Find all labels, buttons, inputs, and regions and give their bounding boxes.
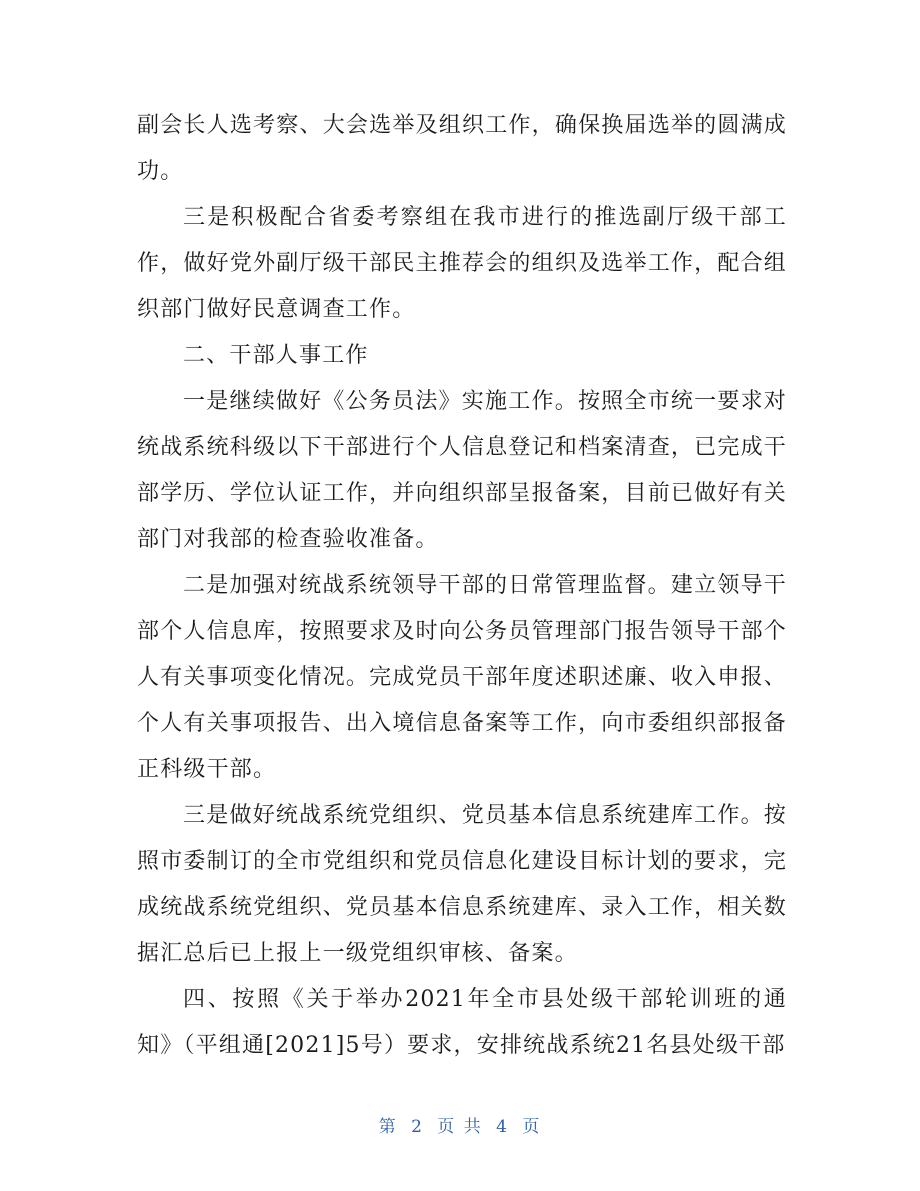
footer-suffix: 页 <box>522 1117 542 1137</box>
footer-total-pages: 4 <box>496 1117 509 1137</box>
footer-middle: 页 共 <box>437 1117 483 1137</box>
paragraph-2: 三是积极配合省委考察组在我市进行的推选副厅级干部工作，做好党外副厅级干部民主推荐会的组织及选举工作，配合组织部门做好民意调查工作。 <box>137 205 787 322</box>
paragraph-5: 二是加强对统战系统领导干部的日常管理监督。建立领导干部个人信息库，按照要求及时向公务员管理部门报告领导干部个人有关事项变化情况。完成党员干部年度述职述廉、收入申报、个人有关事项报告、出入境信息备案等工作，向市委组织部报备正科级干部。 <box>137 573 787 782</box>
section-heading: 二、干部人事工作 <box>183 343 369 368</box>
paragraph-6: 三是做好统战系统党组织、党员基本信息系统建库工作。按照市委制订的全市党组织和党员信息化建设目标计划的要求，完成统战系统党组织、党员基本信息系统建库、录入工作，相关数据汇总后已上报上一级党组织审核、备案。 <box>137 803 787 966</box>
document-body <box>137 103 787 1069</box>
paragraph-7: 四、按照《关于举办2021年全市县处级干部轮训班的通知》（平组通[2021]5号）要求，安排统战系统21名县处级干部 <box>137 987 787 1058</box>
paragraph-1: 副会长人选考察、大会选举及组织工作，确保换届选举的圆满成功。 <box>137 113 787 184</box>
footer-page-number: 2 <box>411 1117 424 1137</box>
paragraph-4: 一是继续做好《公务员法》实施工作。按照全市统一要求对统战系统科级以下干部进行个人信息登记和档案清查，已完成干部学历、学位认证工作，并向组织部呈报备案，目前已做好有关部门对我部的检查验收准备。 <box>137 389 787 552</box>
footer-prefix: 第 <box>378 1117 398 1137</box>
page-footer <box>0 1112 920 1137</box>
